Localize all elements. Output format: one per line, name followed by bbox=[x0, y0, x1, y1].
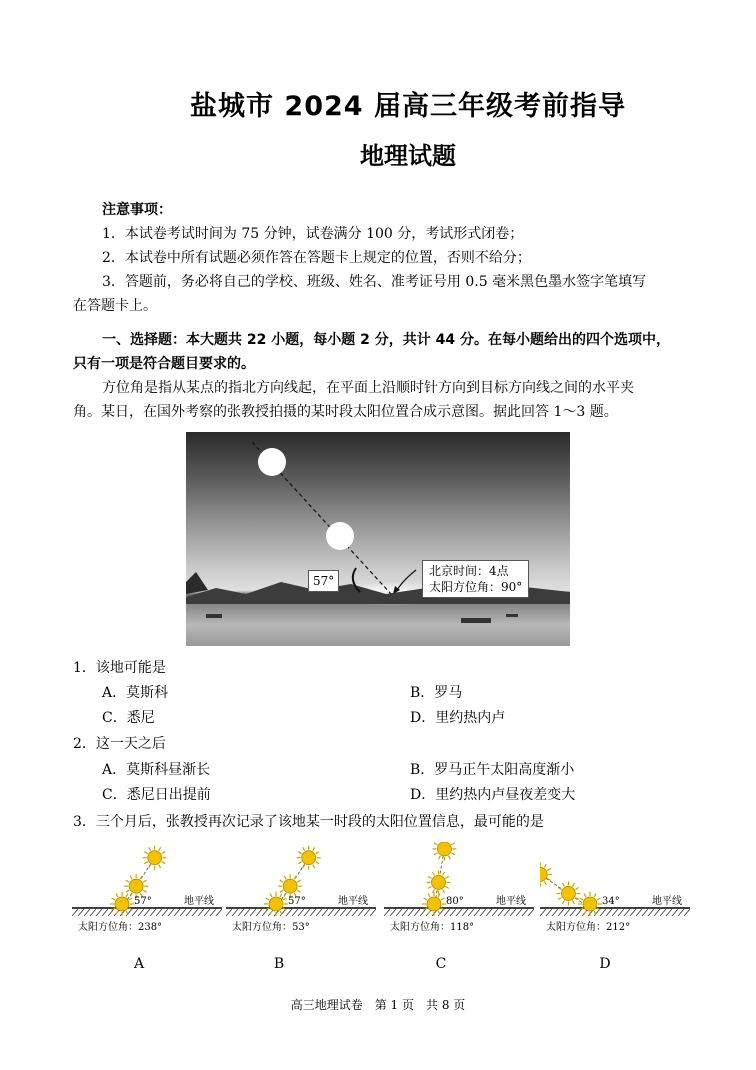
sun-mid-icon-ray bbox=[562, 900, 564, 903]
ground-hatch bbox=[364, 909, 370, 916]
sun-rising-icon-disc bbox=[115, 897, 129, 911]
page-subtitle: 地理试题 bbox=[360, 142, 456, 170]
ground-hatch bbox=[654, 909, 660, 916]
ground-hatch bbox=[546, 909, 552, 916]
sun-rising-icon-ray bbox=[584, 894, 586, 897]
ground-hatch bbox=[370, 909, 376, 916]
ground-hatch bbox=[456, 909, 462, 916]
sun-mid-icon-ray bbox=[428, 886, 431, 888]
ground-hatch bbox=[150, 909, 156, 916]
sun-high-icon-ray bbox=[149, 847, 151, 850]
sun-high-icon-disc bbox=[302, 851, 316, 865]
ground-hatch bbox=[558, 909, 564, 916]
ground-hatch bbox=[684, 909, 690, 916]
ground-hatch bbox=[352, 909, 358, 916]
sun-mid-icon-ray bbox=[575, 887, 578, 889]
question-1-stem: 1．该地可能是 bbox=[73, 660, 166, 676]
ground-hatch bbox=[180, 909, 186, 916]
azimuth-label: 太阳方位角：53° bbox=[232, 922, 310, 933]
ground-hatch bbox=[334, 909, 340, 916]
ground-hatch bbox=[90, 909, 96, 916]
sun-high-icon-ray bbox=[316, 862, 319, 864]
sun-rising-icon-ray bbox=[438, 911, 440, 914]
ground-hatch bbox=[492, 909, 498, 916]
sun-high-icon-ray bbox=[144, 862, 147, 864]
sun-mid-icon-ray bbox=[297, 880, 300, 882]
sun-rising-icon-ray bbox=[280, 911, 282, 914]
sun-rising-icon-ray bbox=[424, 898, 427, 900]
intro-line1: 方位角是指从某点的指北方向线起，在平面上沿顺时针方向到目标方向线之间的水平夹 bbox=[102, 380, 634, 396]
sun-mid-icon-ray bbox=[280, 890, 283, 892]
ground-hatch bbox=[210, 909, 216, 916]
ground-hatch bbox=[174, 909, 180, 916]
sun-high-icon-ray bbox=[313, 865, 315, 868]
ground-hatch bbox=[666, 909, 672, 916]
sun-upper bbox=[258, 448, 286, 476]
horizon-label: 地平线 bbox=[338, 896, 368, 907]
ground-hatch bbox=[540, 909, 546, 916]
sun-high-icon-ray bbox=[434, 843, 437, 845]
azimuth-label: 太阳方位角：212° bbox=[546, 922, 631, 933]
sun-high-icon bbox=[143, 846, 167, 870]
ground-hatch bbox=[630, 909, 636, 916]
sun-mid-icon-ray bbox=[433, 872, 435, 875]
sun-rising-icon-ray bbox=[270, 911, 272, 914]
ground-hatch bbox=[186, 909, 192, 916]
ground-hatch bbox=[552, 909, 558, 916]
sun-high-icon-ray bbox=[544, 864, 546, 867]
ground-hatch bbox=[358, 909, 364, 916]
intro-line2: 角。某日，在国外考察的张教授拍摄的某时段太阳位置合成示意图。据此回答 1～3 题。 bbox=[73, 404, 618, 420]
diagram-d-letter[interactable]: D bbox=[599, 956, 611, 972]
notice-heading: 注意事项： bbox=[102, 202, 172, 218]
ground-hatch bbox=[480, 909, 486, 916]
ground-hatch bbox=[168, 909, 174, 916]
question-1-option-b[interactable]: B．罗马 bbox=[410, 685, 463, 701]
ground-hatch bbox=[226, 909, 232, 916]
sun-high-icon-ray bbox=[298, 862, 301, 864]
sun-mid-icon-disc bbox=[129, 879, 143, 893]
diagram-d-svg bbox=[540, 842, 690, 942]
sun-high-icon-ray bbox=[303, 847, 305, 850]
ground-hatch bbox=[522, 909, 528, 916]
ground-hatch bbox=[600, 909, 606, 916]
ground-hatch bbox=[564, 909, 570, 916]
ground-hatch bbox=[346, 909, 352, 916]
sun-mid-icon-ray bbox=[280, 880, 283, 882]
question-3-stem: 3．三个月后，张教授再次记录了该地某一时段的太阳位置信息，最可能的是 bbox=[73, 814, 544, 830]
sun-rising-icon-ray bbox=[597, 898, 600, 900]
azimuth-label: 太阳方位角：238° bbox=[78, 922, 163, 933]
ground-hatch bbox=[250, 909, 256, 916]
notice-item-1: 1．本试卷考试时间为 75 分钟，试卷满分 100 分，考试形式闭卷； bbox=[102, 226, 524, 242]
sun-rising-icon-ray bbox=[280, 894, 282, 897]
sun-rising-icon bbox=[578, 892, 602, 916]
notice-item-2: 2．本试卷中所有试题必须作答在答题卡上规定的位置，否则不给分； bbox=[102, 250, 531, 266]
ground-hatch bbox=[468, 909, 474, 916]
sun-lower bbox=[326, 522, 354, 550]
question-2-stem: 2．这一天之后 bbox=[73, 736, 166, 752]
sun-high-icon-disc bbox=[148, 851, 162, 865]
sun-high-icon-ray bbox=[159, 847, 161, 850]
ground-hatch bbox=[292, 909, 298, 916]
ground-hatch bbox=[286, 909, 292, 916]
sun-rising-icon-ray bbox=[428, 911, 430, 914]
sun-mid-icon-ray bbox=[284, 876, 286, 879]
ground-hatch bbox=[162, 909, 168, 916]
sun-mid-icon bbox=[556, 881, 580, 905]
sun-mid-icon-ray bbox=[297, 890, 300, 892]
sun-mid-icon-ray bbox=[130, 876, 132, 879]
section-heading-line1: 一、选择题：本大题共 22 小题，每小题 2 分，共计 44 分。在每小题给出的四个选项中， bbox=[102, 332, 670, 348]
sun-high-icon bbox=[297, 846, 321, 870]
question-2-option-c[interactable]: C．悉尼日出提前 bbox=[102, 787, 211, 803]
ground-hatch bbox=[216, 909, 222, 916]
ground-hatch bbox=[402, 909, 408, 916]
sun-high-icon-ray bbox=[313, 847, 315, 850]
sun-mid-icon-ray bbox=[572, 900, 574, 903]
ground-hatch bbox=[310, 909, 316, 916]
ground-hatch bbox=[192, 909, 198, 916]
ground-hatch bbox=[672, 909, 678, 916]
sun-mid-icon-disc bbox=[283, 879, 297, 893]
sun-rising-icon-disc bbox=[583, 897, 597, 911]
page-title: 盐城市 2024 届高三年级考前指导 bbox=[190, 91, 626, 122]
notice-item-3: 3．答题前，务必将自己的学校、班级、姓名、准考证号用 0.5 毫米黑色墨水签字笔填写 bbox=[102, 274, 647, 290]
sun-high-icon-ray bbox=[159, 865, 161, 868]
sun-mid-icon-ray bbox=[445, 876, 448, 878]
sun-high-icon-ray bbox=[434, 853, 437, 855]
diagram-c[interactable] bbox=[384, 842, 534, 942]
ground-hatch bbox=[414, 909, 420, 916]
diagram-b[interactable] bbox=[226, 842, 376, 942]
ground-hatch bbox=[262, 909, 268, 916]
left-foliage bbox=[186, 572, 208, 594]
sun-mid-icon bbox=[427, 870, 451, 894]
sun-mid-icon-ray bbox=[443, 872, 445, 875]
sun-angle-label: 57° bbox=[288, 896, 306, 907]
sun-rising-icon-ray bbox=[116, 894, 118, 897]
sun-mid-icon-ray bbox=[572, 883, 574, 886]
ground-hatch bbox=[316, 909, 322, 916]
sun-mid-icon-ray bbox=[126, 890, 129, 892]
ground-hatch bbox=[96, 909, 102, 916]
sun-mid-icon-ray bbox=[428, 876, 431, 878]
ground-hatch bbox=[516, 909, 522, 916]
ground-hatch bbox=[340, 909, 346, 916]
ground-hatch bbox=[304, 909, 310, 916]
ground-hatch bbox=[474, 909, 480, 916]
sun-mid-icon-ray bbox=[558, 897, 561, 899]
ground-hatch bbox=[576, 909, 582, 916]
sun-high-icon bbox=[540, 862, 552, 886]
sun-high-icon-ray bbox=[162, 862, 165, 864]
diagram-b-svg bbox=[226, 842, 376, 942]
ground-hatch bbox=[462, 909, 468, 916]
sun-high-icon bbox=[432, 842, 456, 861]
sun-rising-icon-ray bbox=[129, 898, 132, 900]
sun-high-icon-ray bbox=[544, 881, 546, 884]
sun-mid-icon-ray bbox=[443, 889, 445, 892]
boat-3 bbox=[506, 614, 518, 617]
ground-hatch bbox=[510, 909, 516, 916]
ground-hatch bbox=[408, 909, 414, 916]
photo-overlay bbox=[186, 432, 570, 646]
ground-hatch bbox=[256, 909, 262, 916]
ground-hatch bbox=[660, 909, 666, 916]
ground-hatch bbox=[238, 909, 244, 916]
diagram-b-letter[interactable]: B bbox=[273, 956, 285, 972]
sun-rising-icon-disc bbox=[269, 897, 283, 911]
sun-high-icon-disc bbox=[437, 842, 451, 856]
diagram-a-svg bbox=[72, 842, 222, 942]
sun-rising-icon-ray bbox=[580, 898, 583, 900]
sun-mid-icon-disc bbox=[561, 886, 575, 900]
ground-hatch bbox=[144, 909, 150, 916]
ground-hatch bbox=[322, 909, 328, 916]
horizon-label: 地平线 bbox=[184, 896, 214, 907]
sun-mid-icon-disc bbox=[432, 875, 446, 889]
ground-hatch bbox=[570, 909, 576, 916]
sun-angle-label: 57° bbox=[134, 896, 152, 907]
ground-hatch bbox=[390, 909, 396, 916]
sun-high-icon-ray bbox=[438, 856, 440, 859]
ground-hatch bbox=[420, 909, 426, 916]
ground-hatch bbox=[156, 909, 162, 916]
sun-high-icon-ray bbox=[451, 853, 454, 855]
photo-callout bbox=[422, 560, 529, 598]
ground-hatch bbox=[244, 909, 250, 916]
sun-mid-icon-ray bbox=[126, 880, 129, 882]
section-heading-line2: 只有一项是符合题目要求的。 bbox=[73, 356, 255, 372]
ground-hatch bbox=[642, 909, 648, 916]
sun-rising-icon-ray bbox=[112, 898, 115, 900]
sun-rising-icon-disc bbox=[427, 897, 441, 911]
azimuth-label: 太阳方位角：118° bbox=[390, 922, 475, 933]
sun-rising-icon-ray bbox=[126, 894, 128, 897]
ground-hatch bbox=[636, 909, 642, 916]
callout-azimuth: 太阳方位角：90° bbox=[429, 580, 523, 594]
sun-rising-icon-ray bbox=[116, 911, 118, 914]
sun-rising-icon-ray bbox=[266, 898, 269, 900]
ground-hatch bbox=[504, 909, 510, 916]
sun-high-icon-ray bbox=[451, 843, 454, 845]
ground-hatch bbox=[384, 909, 390, 916]
question-1-option-a[interactable]: A．莫斯科 bbox=[102, 685, 169, 701]
sun-angle-label: 34° bbox=[602, 896, 620, 907]
ground-hatch bbox=[612, 909, 618, 916]
sun-rising-icon-ray bbox=[270, 894, 272, 897]
ground-hatch bbox=[72, 909, 78, 916]
sun-mid-icon-ray bbox=[445, 886, 448, 888]
sun-rising-icon-ray bbox=[126, 911, 128, 914]
callout-time: 北京时间：4点 bbox=[429, 564, 509, 578]
sun-rising-icon-ray bbox=[594, 894, 596, 897]
sun-rising-icon-ray bbox=[283, 898, 286, 900]
sun-high-icon-ray bbox=[547, 868, 550, 870]
diagram-c-svg bbox=[384, 842, 534, 942]
sun-high-icon-ray bbox=[298, 852, 301, 854]
sun-mid-icon-ray bbox=[143, 880, 146, 882]
sun-high-icon-ray bbox=[162, 852, 165, 854]
diagram-a[interactable] bbox=[72, 842, 222, 942]
ground-hatch bbox=[486, 909, 492, 916]
ground-hatch bbox=[132, 909, 138, 916]
question-2-option-d[interactable]: D．里约热内卢昼夜差变大 bbox=[410, 787, 576, 803]
diagram-d[interactable] bbox=[540, 842, 690, 942]
sun-mid-icon-ray bbox=[562, 883, 564, 886]
ground-hatch bbox=[528, 909, 534, 916]
ground-hatch bbox=[444, 909, 450, 916]
horizon-label: 地平线 bbox=[652, 896, 682, 907]
diagram-a-letter[interactable]: A bbox=[133, 956, 145, 972]
page-footer: 高三地理试卷 第 1 页 共 8 页 bbox=[290, 998, 466, 1012]
question-2-option-a[interactable]: A．莫斯科昼渐长 bbox=[102, 762, 211, 778]
ground-hatch bbox=[606, 909, 612, 916]
sun-rising-icon bbox=[422, 892, 446, 916]
ground-hatch bbox=[450, 909, 456, 916]
sun-rising-icon-ray bbox=[428, 894, 430, 897]
sun-mid-icon-ray bbox=[143, 890, 146, 892]
ground-hatch bbox=[396, 909, 402, 916]
ground-hatch bbox=[138, 909, 144, 916]
ground-hatch bbox=[108, 909, 114, 916]
ground-hatch bbox=[618, 909, 624, 916]
ground-hatch bbox=[498, 909, 504, 916]
question-1-option-c[interactable]: C．悉尼 bbox=[102, 710, 155, 726]
sun-rising-icon-ray bbox=[584, 911, 586, 914]
horizon-label: 地平线 bbox=[496, 896, 526, 907]
ground-hatch bbox=[204, 909, 210, 916]
notice-item-3-cont: 在答题卡上。 bbox=[73, 298, 157, 314]
sun-position-photo bbox=[186, 432, 570, 646]
sun-high-icon-ray bbox=[316, 852, 319, 854]
sun-rising-icon-ray bbox=[441, 898, 444, 900]
ground-hatch bbox=[78, 909, 84, 916]
ground-hatch bbox=[84, 909, 90, 916]
sun-high-icon-disc bbox=[540, 867, 547, 881]
ground-hatch bbox=[232, 909, 238, 916]
ground-hatch bbox=[298, 909, 304, 916]
ground-hatch bbox=[624, 909, 630, 916]
ground-hatch bbox=[678, 909, 684, 916]
ground-hatch bbox=[328, 909, 334, 916]
ground-hatch bbox=[648, 909, 654, 916]
question-1-option-d[interactable]: D．里约热内卢 bbox=[410, 710, 506, 726]
sun-high-icon-ray bbox=[448, 856, 450, 859]
sun-high-icon-ray bbox=[144, 852, 147, 854]
boat-2 bbox=[461, 618, 491, 623]
boat-1 bbox=[206, 614, 222, 618]
ground-hatch bbox=[198, 909, 204, 916]
angle-label: 57° bbox=[308, 570, 339, 592]
sun-angle-label: 80° bbox=[446, 896, 464, 907]
sun-rising-icon-ray bbox=[594, 911, 596, 914]
ground-hatch bbox=[102, 909, 108, 916]
question-2-option-b[interactable]: B．罗马正午太阳高度渐小 bbox=[410, 762, 575, 778]
diagram-c-letter[interactable]: C bbox=[435, 956, 447, 972]
